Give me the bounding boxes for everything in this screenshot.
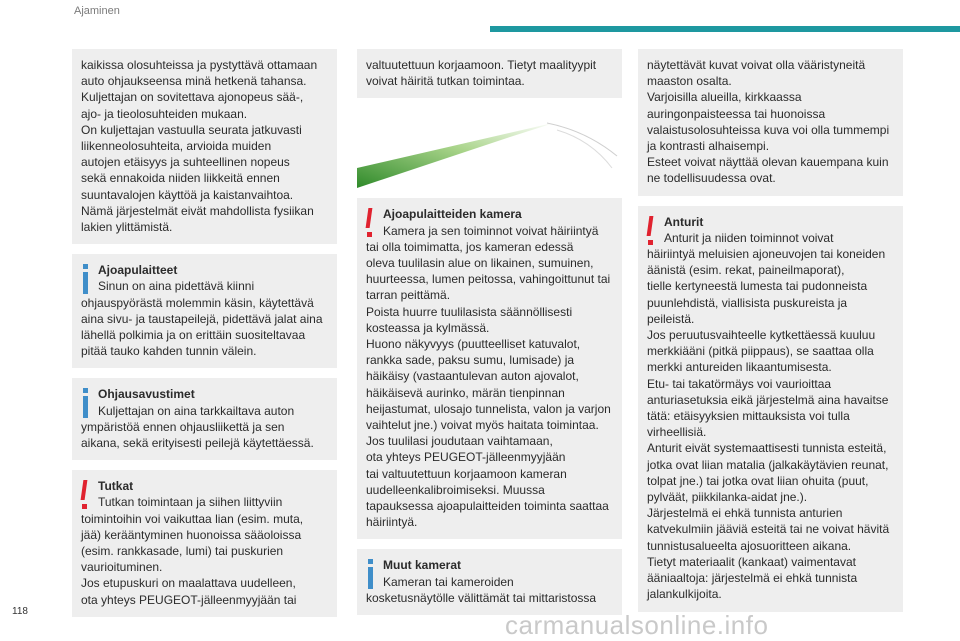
text-line: Huono näkyvyys (puutteelliset katuvalot, (366, 337, 581, 352)
text-line: tolpat jne.) tai jotka ovat liian ohuita (puut, (647, 473, 869, 488)
text-line: tarran peittämä. (366, 288, 451, 303)
text-line: pylväät, piikkilanka-aidat jne.). (647, 490, 808, 505)
text-line: voivat häiritä tutkan toimintaa. (366, 74, 525, 89)
text-line: Järjestelmä ei ehkä tunnista anturien (647, 506, 843, 521)
text-line: valaistusolosuhteissa kuva voi olla tummempi (647, 122, 890, 137)
text-line: ne todellisuudessa ovat. (647, 171, 776, 186)
text-line: Jos etupuskuri on maalattava uudelleen, (81, 576, 296, 591)
text-line: häikäisy (vastaantulevan auton ajovalot, (366, 369, 579, 384)
section-title: Ajaminen (74, 5, 120, 17)
text-line: aina sivu- ja taustapeilejä, pidettävä jalat aina (81, 311, 323, 326)
text-line: suuntavalojen käyttöä ja kaistanvaihtoa. (81, 187, 294, 202)
text-line: ääniaaltoja: järjestelmä ei ehkä tunnista (647, 571, 858, 586)
text-line: aikana, sekä erityisesti peilejä käytettäessä. (81, 436, 314, 451)
text-line: Varjoisilla alueilla, kirkkaassa (647, 90, 802, 105)
text-line: kosketusnäytölle välittämät tai mittaristossa (366, 590, 597, 605)
text-line: Tietyt materiaalit (kankaat) vaimentavat (647, 554, 856, 569)
text-line: jotka ovat liian matalia (jalkakäytävien reunat, (647, 457, 889, 472)
text-line: Anturit ja niiden toiminnot voivat (664, 230, 834, 245)
text-line: sekä ennakoida niiden liikkeitä ennen (81, 171, 280, 186)
warning-exclamation-icon (364, 208, 380, 240)
text-line: anturiasetuksia eikä järjestelmä aina havaitse (647, 392, 889, 407)
info-callout-muut-kamerat (357, 549, 622, 615)
text-line: auringonpaisteessa tai huonoissa (647, 106, 826, 121)
column-3 (638, 49, 903, 622)
windshield-camera-illustration (357, 108, 622, 188)
info-callout-ajoapulaitteet (72, 254, 337, 368)
text-line: On kuljettajan vastuulla seurata jatkuvasti (81, 122, 302, 137)
column-1 (72, 49, 337, 627)
callout-title: Muut kamerat (383, 558, 462, 573)
text-line: toimintoihin voi vaikuttaa lian (esim. muta, (81, 511, 304, 526)
text-line: ja kontrasti alhaisempi. (647, 139, 770, 154)
text-line: ota yhteys PEUGEOT-jälleenmyyjään tai (81, 592, 297, 607)
callout-title: Ajoapulaitteet (98, 263, 178, 278)
text-line: Poista huurre tuulilasista säännöllisesti (366, 304, 573, 319)
text-line: kosteassa ja kylmässä. (366, 320, 490, 335)
callout-title: Ohjausavustimet (98, 387, 195, 402)
text-line: tunnistusalueelta ajosuoritteen aikana. (647, 538, 852, 553)
text-line: Kameran tai kameroiden (383, 574, 514, 589)
info-icon (79, 388, 95, 420)
text-line: valtuutettuun korjaamoon. Tietyt maalityypit (366, 58, 597, 72)
warning-callout-kamera (357, 198, 622, 539)
text-line: merkki antureiden likaantumisesta. (647, 360, 832, 375)
watermark: carmanualsonline.info (505, 610, 769, 640)
warning-callout-tutkat (72, 470, 337, 617)
text-line: maaston osalta. (647, 74, 732, 89)
text-line: häikäisevä aurinko, märän tienpinnan (366, 385, 565, 400)
info-icon (364, 559, 380, 591)
header-accent-bar (490, 26, 960, 32)
text-line: puunlehdistä, viallisista puskureista ja (647, 295, 848, 310)
text-line: häiriintyä meluisien ajoneuvojen tai koneiden (647, 247, 886, 262)
text-line: vaihtelut jne.) voivat myös haitata toimintaa. (366, 418, 599, 433)
intro-text-box (72, 49, 337, 244)
text-line: tätä: etäisyyksien mittauksista voi tulla (647, 409, 850, 424)
text-line: ajo- ja tieolosuhteiden mukaan. (81, 106, 248, 121)
text-line: jää) kerääntyminen huonoissa sääoloissa (81, 527, 302, 542)
text-line: Jos peruutusvaihteelle kytkettäessä kuuluu (647, 328, 876, 343)
text-line: tai valtuutettuun korjaamoon kameran (366, 466, 567, 481)
info-icon (79, 264, 95, 296)
callout-title: Anturit (664, 214, 704, 229)
text-line: ympäristöä ennen ohjausliikettä ja sen (81, 419, 285, 434)
continued-text-box (638, 49, 903, 196)
text-line: Tutkan toimintaan ja siihen liittyviin (98, 495, 283, 510)
text-line: tapauksessa ajoapulaitteiden toiminta saattaa (366, 499, 609, 514)
text-line: tai olla toimimatta, jos kameran edessä (366, 239, 574, 254)
text-line: liikenneolosuhteita, arvioida muiden (81, 139, 272, 154)
text-line: ohjauspyörästä molemmin käsin, käytettävä (81, 295, 314, 310)
text-line: uudelleenkalibroimiseksi. Muussa (366, 482, 545, 497)
text-line: jalankulkijoita. (647, 587, 722, 602)
text-line: katvekulmiin jääviä esteitä tai ne voivat hävitä (647, 522, 890, 537)
warning-exclamation-icon (79, 480, 95, 512)
callout-title: Ajoapulaitteiden kamera (383, 207, 522, 222)
text-line: Kuljettajan on aina tarkkailtava auton (98, 403, 295, 418)
text-line: huurteessa, lumen peitossa, vahingoittunut tai (366, 272, 611, 287)
warning-exclamation-icon (645, 216, 661, 248)
text-line: häiriintyä. (366, 515, 418, 530)
text-line: peileistä. (647, 311, 695, 326)
text-line: (esim. rankkasade, lumi) tai puskurien (81, 544, 284, 559)
text-line: lähellä polkimia ja on erittäin suositeltavaa (81, 328, 306, 343)
text-line: kaikissa olosuhteissa ja pystyttävä ottamaan (81, 58, 318, 72)
text-line: Etu- tai takatörmäys voi vaurioittaa (647, 376, 832, 391)
continued-text-box (357, 49, 622, 98)
text-line: Anturit eivät systemaattisesti tunnista esteitä, (647, 441, 887, 456)
column-2 (357, 49, 622, 625)
text-line: Kamera ja sen toiminnot voivat häiriintyä (383, 223, 599, 238)
callout-title: Tutkat (98, 479, 134, 494)
text-line: heijastumat, ulosajo tunnelista, valon ja varjon (366, 401, 611, 416)
text-line: Esteet voivat näyttää olevan kauempana kuin (647, 155, 889, 170)
text-line: Jos tuulilasi joudutaan vaihtamaan, (366, 434, 553, 449)
text-line: oleva tuulilasin alue on likainen, sumuinen, (366, 256, 594, 271)
text-line: Nämä järjestelmät eivät mahdollista fysiikan (81, 203, 314, 218)
text-line: ota yhteys PEUGEOT-jälleenmyyjään (366, 450, 566, 465)
text-line: lakien ylittämistä. (81, 220, 173, 235)
page-number: 118 (12, 606, 28, 617)
text-line: näytettävät kuvat voivat olla vääristyneitä (647, 58, 866, 72)
text-line: rankka sade, paksu sumu, lumisade) ja (366, 353, 575, 368)
text-line: vaurioituminen. (81, 560, 163, 575)
text-line: autojen etäisyys ja suhteellinen nopeus (81, 155, 290, 170)
text-line: pitää tauko kahden tunnin välein. (81, 344, 257, 359)
warning-callout-anturit (638, 206, 903, 612)
info-callout-ohjausavustimet (72, 378, 337, 460)
text-line: virheellisiä. (647, 425, 707, 440)
text-line: äänistä (esim. rekat, paineilmaporat), (647, 263, 845, 278)
text-line: auto ohjaukseensa minä hetkenä tahansa. (81, 74, 307, 89)
text-line: tielle kertyneestä lumesta tai pudonneista (647, 279, 868, 294)
text-line: Sinun on aina pidettävä kiinni (98, 279, 255, 294)
text-line: merkkiääni (pitkä piippaus), se saattaa olla (647, 344, 874, 359)
text-line: Kuljettajan on sovitettava ajonopeus sää-, (81, 90, 304, 105)
